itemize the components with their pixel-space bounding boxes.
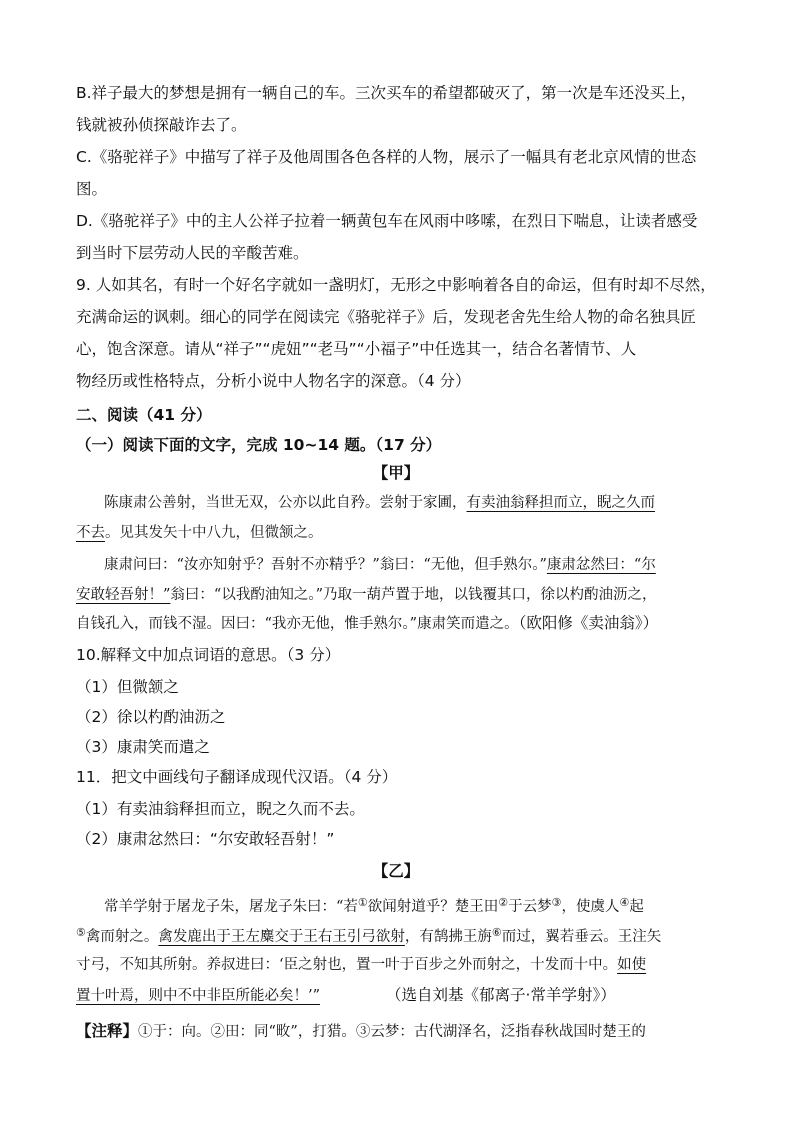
jia-underlined-sentence-1b: 不去 — [76, 525, 105, 541]
yi-line-1-text-a: 常羊学射于屠龙子朱，屠龙子朱曰：“若 — [104, 899, 358, 915]
jia-underlined-sentence-2a: 康肃忿然曰：“尔 — [546, 557, 656, 573]
yi-line-1-text-b: 欲闻射道乎？楚王田 — [367, 899, 499, 915]
yi-line-2 — [76, 922, 661, 948]
jia-line-3 — [104, 554, 656, 576]
yi-line-1 — [104, 892, 644, 918]
jia-line-1-text: 陈康肃公善射，当世无双，公亦以此自矜。尝射于家圃， — [104, 495, 467, 511]
option-d-line-2: 到当时下层劳动人民的辛酸苦难。 — [76, 244, 309, 262]
jia-line-2-text: 。见其发矢十中八九，但微颔之。 — [105, 525, 323, 541]
option-c-line-1: C.《骆驼祥子》中描写了祥子及他周围各色各样的人物，展示了一幅具有老北京风情的世态 — [76, 148, 697, 166]
q9-line-2: 充满命运的讽刺。细心的同学在阅读完《骆驼祥子》后，发现老舍先生给人物的命名独具匠 — [76, 308, 697, 326]
option-d-line-1: D.《骆驼祥子》中的主人公祥子拉着一辆黄包车在风雨中哆嗦，在烈日下喘息，让读者感受 — [76, 212, 698, 230]
jia-source: （欧阳修《卖油翁》） — [518, 614, 659, 632]
yi-note-marker-1: ① — [357, 896, 368, 909]
yi-line-1-text-e: 起 — [629, 899, 644, 915]
jia-line-2 — [76, 522, 323, 544]
jia-line-3-text: 康肃问曰：“汝亦知射乎？吾射不亦精乎？”翁曰：“无他，但手熟尔。” — [104, 557, 547, 573]
notes-line — [76, 1020, 646, 1043]
notes-label: 【注释】 — [76, 1022, 139, 1040]
section-heading: 二、阅读（41 分） — [76, 406, 212, 424]
jia-underlined-sentence-2b: 安敢轻吾射！” — [76, 587, 171, 603]
yi-line-1-text-c: 于云梦 — [508, 899, 552, 915]
jia-line-4 — [76, 584, 657, 606]
yi-line-2-text-c: 而过，翼若垂云。王注矢 — [501, 929, 662, 945]
option-b-line-1: B.祥子最大的梦想是拥有一辆自己的车。三次买车的希望都破灭了，第一次是车还没买上， — [76, 84, 697, 102]
section-sub-heading: （一）阅读下面的文字，完成 10~14 题。（17 分） — [76, 436, 442, 454]
yi-underlined-sentence-2a: 如使 — [617, 957, 647, 973]
q11-item-2: （2）康肃忿然曰：“尔安敢轻吾射！” — [76, 830, 335, 848]
yi-note-marker-5: ⑤ — [76, 926, 86, 939]
yi-line-2-text-a: 禽而射之。 — [85, 929, 159, 945]
option-b-line-2: 钱就被孙侦探敲诈去了。 — [76, 116, 247, 134]
jia-line-1 — [104, 492, 655, 514]
yi-underlined-sentence-1: 禽发鹿出于王左麋交于王右王引弓欲射 — [158, 929, 405, 945]
yi-source: （选自刘基《郁离子·常羊学射》） — [386, 986, 616, 1004]
q10-item-1: （1）但微颔之 — [76, 678, 179, 696]
q9-line-4: 物经历或性格特点，分析小说中人物名字的深意。（4 分） — [76, 372, 471, 390]
option-c-line-2: 图。 — [76, 180, 108, 198]
jia-underlined-sentence-1a: 有卖油翁释担而立，睨之久而 — [466, 495, 655, 511]
yi-note-marker-2: ② — [498, 896, 509, 909]
q11-item-1: （1）有卖油翁释担而立，睨之久而不去。 — [76, 800, 365, 818]
yi-line-1-text-d: ，使虞人 — [561, 899, 620, 915]
jia-line-5-text: 自钱孔入，而钱不湿。因曰：“我亦无他，惟手熟尔。”康肃笑而遣之。 — [76, 616, 519, 632]
q10-item-2: （2）徐以杓酌油沥之 — [76, 708, 226, 726]
jia-line-4-text: 翁曰：“以我酌油知之。”乃取一葫芦置于地，以钱覆其口，徐以杓酌油沥之， — [170, 587, 657, 603]
yi-note-marker-6: ⑥ — [491, 926, 502, 939]
yi-note-marker-3: ③ — [551, 896, 562, 909]
yi-line-2-text-b: ，有鹄拂王旃 — [404, 929, 492, 945]
yi-note-marker-4: ④ — [619, 896, 630, 909]
jia-line-5 — [76, 612, 658, 635]
yi-line-3-text: 寸弓，不知其所射。养叔进曰：‘臣之射也，置一叶于百步之外而射之，十发而十中。 — [76, 957, 618, 973]
yi-line-3 — [76, 954, 646, 976]
passage-yi-title: 【乙】 — [372, 862, 420, 880]
yi-underlined-sentence-2b: 置十叶焉，则中不中非臣所能必矣！’” — [76, 988, 321, 1004]
q10-stem: 10.解释文中加点词语的意思。（3 分） — [76, 646, 341, 664]
q9-line-3: 心，饱含深意。请从“祥子”“虎妞”“老马”“小福子”中任选其一，结合名著情节、人 — [76, 340, 637, 358]
q11-stem: 11．把文中画线句子翻译成现代汉语。（4 分） — [76, 768, 398, 786]
yi-line-4 — [76, 984, 616, 1007]
q10-item-3: （3）康肃笑而遣之 — [76, 738, 210, 756]
passage-jia-title: 【甲】 — [372, 464, 420, 482]
q9-line-1: 9. 人如其名，有时一个好名字就如一盏明灯，无形之中影响着各自的命运，但有时却不尽然， — [76, 276, 716, 294]
notes-text: ①于：向。②田：同“畋”，打猎。③云梦：古代湖泽名，泛指春秋战国时楚王的 — [138, 1024, 646, 1040]
